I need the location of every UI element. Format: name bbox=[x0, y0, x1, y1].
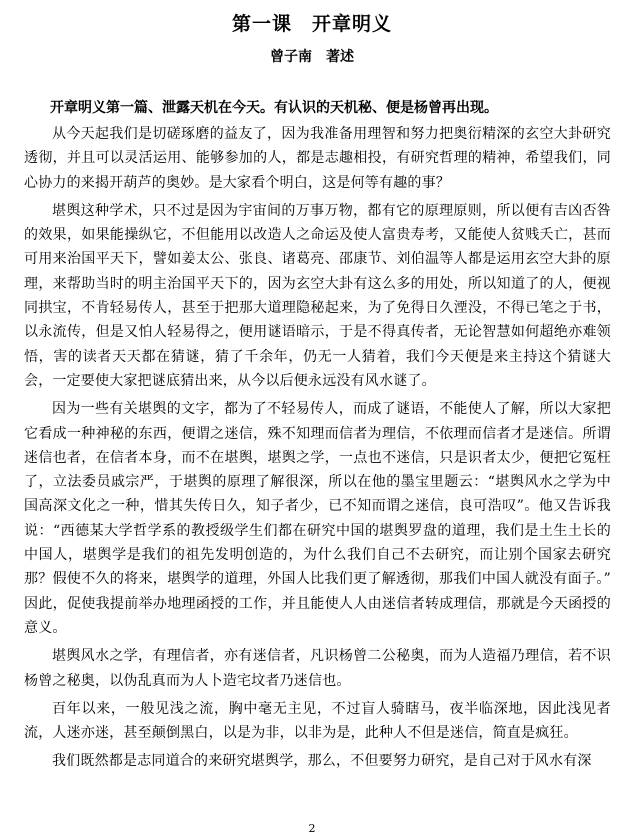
page-number: 2 bbox=[308, 822, 316, 835]
page-title: 第一课 开章明义 bbox=[231, 13, 392, 35]
paragraph: 堪舆这种学术，只不过是因为宇宙间的万事万物，都有它的原理原则，所以便有吉凶否咎的效果，如果能操纵它，不但能用以改造人之命运及使人富贵寿考，又能使人贫贱夭亡，甚而可用来治国平天下，譬如姜太公、张良、诸葛亮、邵康节、刘伯温等人都是运用玄空大卦的原理，来帮助当时的明主治国平天下的，因为玄空大卦有这么多的用处，所以知道了的人，便视同拱宝，不肯轻易传人，甚至于把那大道理隐秘起来，为了免得日久湮没，不得已笔之于书，以永流传，但是又怕人轻易得之，便用谜语暗示，于是不得真传者，无论智慧如何超绝亦难领悟，害的读者天天都在猜谜，猜了千余年，仍无一人猜着，我们今天便是来主持这个猜谜大会，一定要使大家把谜底猜出来，从今以后便永远没有风水谜了。 bbox=[24, 202, 611, 389]
paragraph: 因为一些有关堪舆的文字，都为了不轻易传人，而成了谜语，不能使人了解，所以大家把它看成一种神秘的东西，便谓之迷信，殊不知理而信者为理信，不依理而信者才是迷信。所谓迷信也者，在信者本身，而不在堪舆，堪舆之学，一点也不迷信，只是识者太少，便把它冤枉了，立法委员戚宗严，于堪舆的原理了解很深，所以在他的墨宝里题云：“堪舆风水之学为中国高深文化之一种，惜其失传日久，知子者少，已不知而谓之迷信，良可浩叹”。他又告诉我说：“西德某大学哲学系的教授级学生们都在研究中国的堪舆罗盘的道理，我们是土生土长的中国人，堪舆学是我们的祖先发明创造的，为什么我们自己不去研究，而让别个国家去研究那？假使不久的将来，堪舆学的道理，外国人比我们更了解透彻，那我们中国人就没有面子。” 因此，促使我提前举办地理函授的工作，并且能使人人由迷信者转成理信，那就是今天函授的意义。 bbox=[24, 401, 611, 636]
lead-verse: 开章明义第一篇、泄露天机在今天。有认识的天机秘、便是杨曾再出现。 bbox=[50, 100, 498, 116]
paragraph: 我们既然都是志同道合的来研究堪舆学，那么，不但要努力研究，是自己对于风水有深 bbox=[52, 753, 592, 770]
author-line: 曾子南 著述 bbox=[270, 49, 354, 65]
paragraph: 百年以来，一般见浅之流，胸中毫无主见，不过盲人骑瞎马，夜半临深地，因此浅见者流，人迷亦迷，甚至颠倒黑白，以是为非，以非为是，此种人不但是迷信，简直是疯狂。 bbox=[24, 700, 611, 742]
body-text bbox=[24, 122, 611, 778]
paragraph: 堪舆风水之学，有理信者，亦有迷信者，凡识杨曾二公秘奥，而为人造福乃理信，若不识杨曾之秘奥，以伪乱真而为人卜造宅坟者乃迷信也。 bbox=[24, 648, 611, 689]
paragraph: 从今天起我们是切磋琢磨的益友了，因为我准备用理智和努力把奥衍精深的玄空大卦研究透彻，并且可以灵活运用、能够参加的人，都是志趣相投，有研究哲理的精神，希望我们，同心协力的来揭开葫芦的奥妙。是大家看个明白，这是何等有趣的事？ bbox=[24, 126, 611, 191]
